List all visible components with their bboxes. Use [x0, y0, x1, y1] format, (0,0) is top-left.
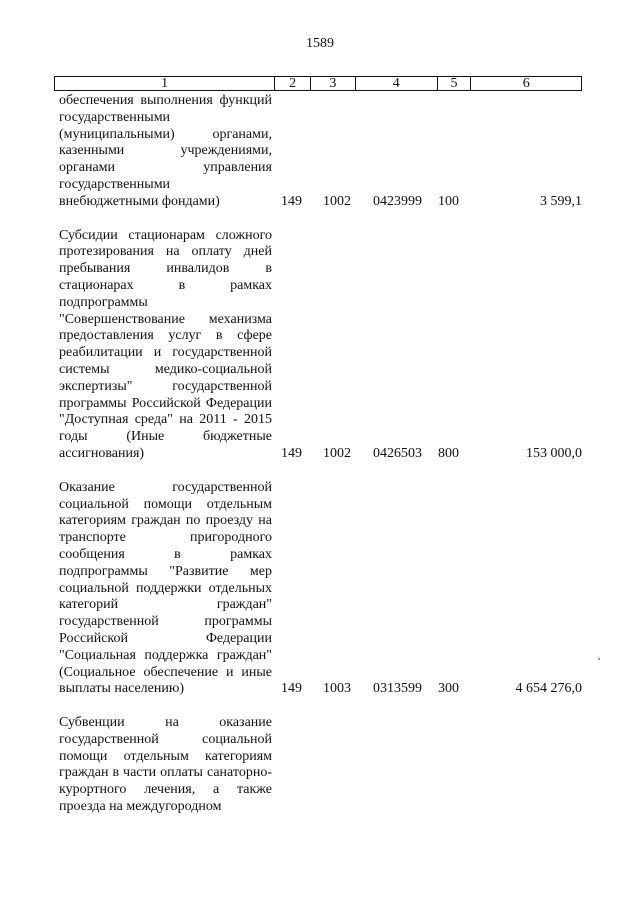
row-code-expense-type: 800 — [438, 445, 459, 461]
row-description: обеспечения выполнения функций государственными (муниципальными) органами, казенными учреждениями, органами управления государственными внебюджетными фондами) — [59, 93, 272, 209]
page-number: 1589 — [306, 36, 334, 51]
table-row — [59, 715, 582, 816]
row-amount: 153 000,0 — [526, 445, 582, 461]
row-description: Субвенции на оказание государственной социальной помощи отдельным категориям граждан в части оплаты санаторно-курортного лечения, а также проезда на междугородном — [59, 715, 272, 815]
row-code-target: 0423999 — [373, 193, 422, 209]
header-col-2: 2 — [275, 77, 311, 90]
row-code-admin: 149 — [281, 445, 302, 461]
row-code-target: 0426503 — [373, 445, 422, 461]
table-header — [54, 76, 582, 91]
header-col-1: 1 — [55, 77, 275, 90]
row-code-section: 1003 — [323, 681, 351, 697]
row-description: Субсидии стационарам сложного протезирования на оплату дней пребывания инвалидов в стационарах в рамках подпрограммы "Совершенствование механизма предоставления услуг в сфере реабилитации и государственной системы медико-социальной экспертизы" государственной программы Российской Федерации "Доступная среда" на 2011 - 2015 годы (Иные бюджетные ассигнования) — [59, 227, 272, 461]
row-description: Оказание государственной социальной помощи отдельным категориям граждан по проезду на транспорте пригородного сообщения в рамках подпрограммы "Развитие мер социальной поддержки отдельных категорий граждан" государственной программы Российской Федерации "Социальная поддержка граждан" (Социальное обеспечение и иные выплаты населению) — [59, 479, 272, 697]
header-col-4: 4 — [356, 77, 438, 90]
row-amount: 3 599,1 — [540, 193, 582, 209]
table-body — [59, 93, 582, 816]
scan-speck — [598, 658, 600, 660]
table-row — [59, 228, 582, 463]
table-row — [59, 480, 582, 698]
row-code-admin: 149 — [281, 193, 302, 209]
table-row — [59, 93, 582, 211]
row-code-target: 0313599 — [373, 681, 422, 697]
row-code-expense-type: 100 — [438, 193, 459, 209]
row-code-section: 1002 — [323, 445, 351, 461]
header-col-3: 3 — [311, 77, 356, 90]
header-col-5: 5 — [438, 77, 472, 90]
row-amount: 4 654 276,0 — [515, 681, 582, 697]
row-code-admin: 149 — [281, 681, 302, 697]
header-col-6: 6 — [522, 76, 530, 91]
row-code-expense-type: 300 — [438, 681, 459, 697]
row-code-section: 1002 — [323, 193, 351, 209]
